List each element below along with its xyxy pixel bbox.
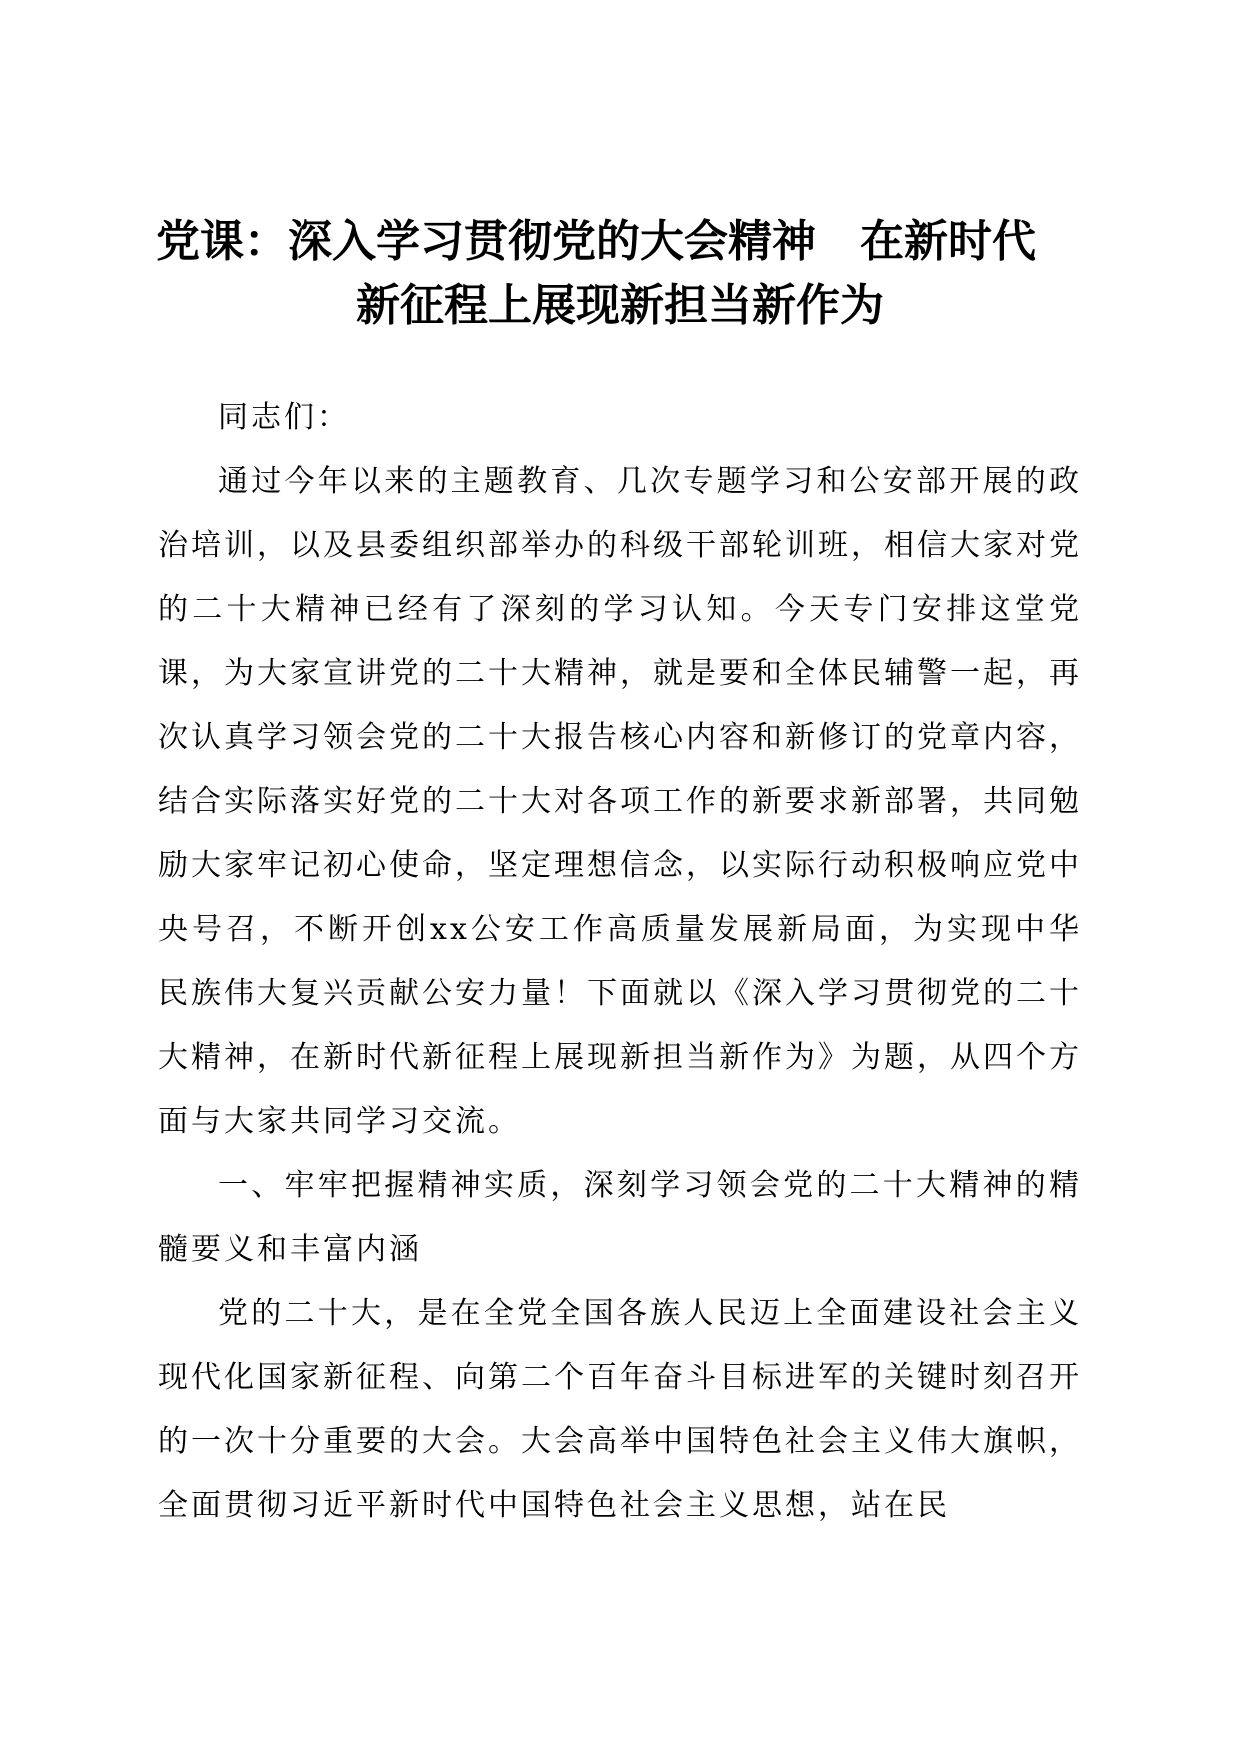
document-title — [150, 210, 1090, 338]
title-line-1: 党课：深入学习贯彻党的大会精神 在新时代 — [156, 216, 1036, 267]
document-body — [158, 386, 1082, 1538]
intro-paragraph: 通过今年以来的主题教育、几次专题学习和公安部开展的政治培训，以及县委组织部举办的科级干部轮训班，相信大家对党的二十大精神已经有了深刻的学习认知。今天专门安排这堂党课，为大家宣讲党的二十大精神，就是要和全体民辅警一起，再次认真学习领会党的二十大报告核心内容和新修订的党章内容，结合实际落实好党的二十大对各项工作的新要求新部署，共同勉励大家牢记初心使命，坚定理想信念，以实际行动积极响应党中央号召，不断开创xx公安工作高质量发展新局面，为实现中华民族伟大复兴贡献公安力量！下面就以《深入学习贯彻党的二十大精神，在新时代新征程上展现新担当新作为》为题，从四个方面与大家共同学习交流。 — [158, 464, 1082, 1139]
salutation-paragraph: 同志们： — [218, 400, 350, 435]
title-line-2: 新征程上展现新担当新作为 — [356, 280, 884, 331]
section-heading-1: 一、牢牢把握精神实质，深刻学习领会党的二十大精神的精髓要义和丰富内涵 — [158, 1168, 1082, 1267]
body-paragraph: 党的二十大，是在全党全国各族人民迈上全面建设社会主义现代化国家新征程、向第二个百年奋斗目标进军的关键时刻召开的一次十分重要的大会。大会高举中国特色社会主义伟大旗帜，全面贯彻习近平新时代中国特色社会主义思想，站在民 — [158, 1296, 1082, 1523]
